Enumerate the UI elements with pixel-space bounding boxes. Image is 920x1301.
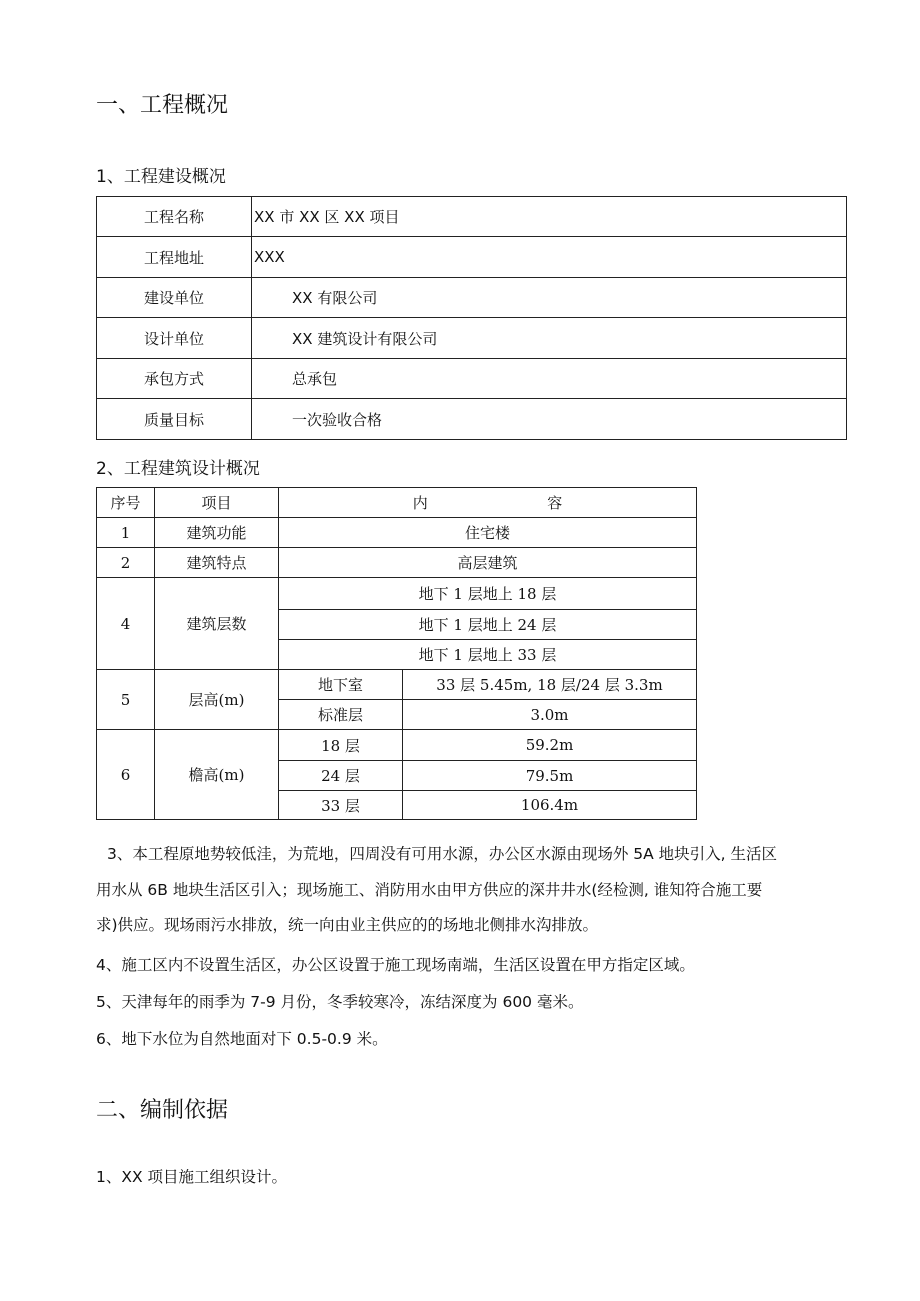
- project-overview-table: [96, 196, 847, 440]
- table-row: [97, 518, 697, 548]
- sub-value: 106.4m: [403, 791, 697, 820]
- row-value: XX 有限公司: [252, 278, 847, 318]
- row-value: XXX: [252, 237, 847, 278]
- sub-value: 33 层 5.45m, 18 层/24 层 3.3m: [403, 670, 697, 700]
- row-label: 工程名称: [97, 197, 252, 237]
- row-content: 住宅楼: [279, 518, 697, 548]
- row-no: 1: [97, 518, 155, 548]
- row-content: 地下 1 层地上 18 层: [279, 578, 697, 610]
- row-value: 总承包: [252, 359, 847, 399]
- sub-key: 地下室: [279, 670, 403, 700]
- design-overview-table: [96, 487, 697, 820]
- row-value: 一次验收合格: [252, 399, 847, 440]
- row-no: 2: [97, 548, 155, 578]
- row-item: 层高(m): [155, 670, 279, 730]
- paragraph-6: 6、地下水位为自然地面对下 0.5-0.9 米。: [96, 1030, 388, 1048]
- paragraph-3-line-1: 3、本工程原地势较低洼，为荒地，四周没有可用水源，办公区水源由现场外 5A 地块引入, 生活区: [107, 845, 778, 863]
- row-no: 6: [97, 730, 155, 820]
- row-label: 工程地址: [97, 237, 252, 278]
- section-2-heading: 二、编制依据: [96, 1098, 229, 1123]
- header-content: [279, 488, 697, 518]
- paragraph-3-line-3: 求)供应。现场雨污水排放，统一向由业主供应的的场地北侧排水沟排放。: [96, 916, 599, 934]
- row-item: 建筑功能: [155, 518, 279, 548]
- row-item: 建筑特点: [155, 548, 279, 578]
- header-content-1: 内: [412, 494, 428, 512]
- row-value: XX 市 XX 区 XX 项目: [252, 197, 847, 237]
- row-label: 建设单位: [97, 278, 252, 318]
- section-1-heading: 一、工程概况: [96, 93, 229, 118]
- table-row: [97, 578, 697, 610]
- row-item: 檐高(m): [155, 730, 279, 820]
- sub-key: 18 层: [279, 730, 403, 761]
- header-content-2: 容: [547, 494, 563, 512]
- row-label: 承包方式: [97, 359, 252, 399]
- row-label: 质量目标: [97, 399, 252, 440]
- row-label: 设计单位: [97, 318, 252, 359]
- sub-value: 59.2m: [403, 730, 697, 761]
- table-row: [97, 197, 847, 237]
- table-header-row: [97, 488, 697, 518]
- paragraph-5: 5、天津每年的雨季为 7-9 月份，冬季较寒冷，冻结深度为 600 毫米。: [96, 993, 584, 1011]
- subsection-1-heading: 1、工程建设概况: [96, 167, 226, 187]
- table-row: [97, 237, 847, 278]
- basis-item-1: 1、XX 项目施工组织设计。: [96, 1168, 288, 1186]
- sub-key: 24 层: [279, 761, 403, 791]
- sub-key: 标准层: [279, 700, 403, 730]
- sub-key: 33 层: [279, 791, 403, 820]
- header-no: 序号: [97, 488, 155, 518]
- row-content: 地下 1 层地上 33 层: [279, 640, 697, 670]
- row-item: 建筑层数: [155, 578, 279, 670]
- table-row: [97, 278, 847, 318]
- sub-value: 79.5m: [403, 761, 697, 791]
- table-row: [97, 730, 697, 761]
- table-row: [97, 548, 697, 578]
- header-item: 项目: [155, 488, 279, 518]
- row-value: XX 建筑设计有限公司: [252, 318, 847, 359]
- table-row: [97, 670, 697, 700]
- table-row: [97, 359, 847, 399]
- paragraph-4: 4、施工区内不设置生活区，办公区设置于施工现场南端，生活区设置在甲方指定区域。: [96, 956, 695, 974]
- table-row: [97, 318, 847, 359]
- table-row: [97, 399, 847, 440]
- row-content: 高层建筑: [279, 548, 697, 578]
- row-content: 地下 1 层地上 24 层: [279, 610, 697, 640]
- row-no: 4: [97, 578, 155, 670]
- row-no: 5: [97, 670, 155, 730]
- sub-value: 3.0m: [403, 700, 697, 730]
- paragraph-3-line-2: 用水从 6B 地块生活区引入；现场施工、消防用水由甲方供应的深井井水(经检测, 谁知符合施工要: [96, 881, 763, 899]
- subsection-2-heading: 2、工程建筑设计概况: [96, 459, 260, 479]
